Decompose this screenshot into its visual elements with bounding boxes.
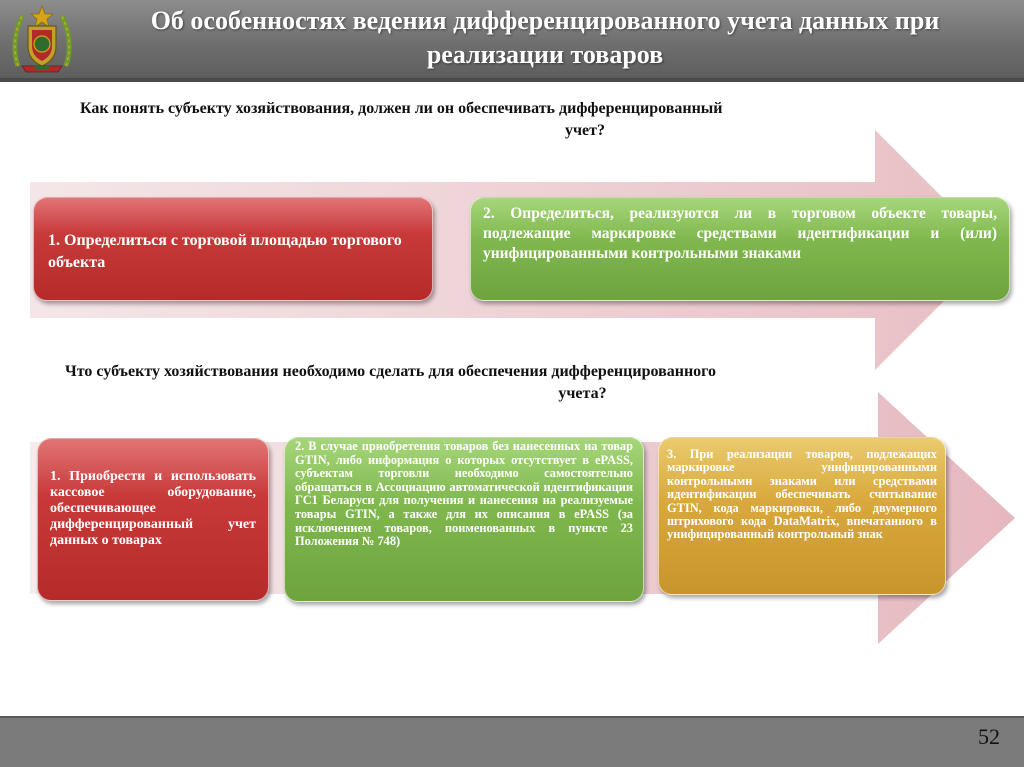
footer-divider xyxy=(0,716,1024,718)
footer-bar xyxy=(0,716,1024,767)
question-1 xyxy=(60,98,1010,142)
emblem-icon xyxy=(8,4,76,74)
step-box-1-1: 1. Определиться с торговой площадью торгового объекта xyxy=(33,197,433,301)
question-2 xyxy=(60,361,1010,405)
step-box-1-2: 2. Определиться, реализуются ли в торговом объекте товары, подлежащие маркировке средствами идентификации и (или) унифицированными контрольными знаками xyxy=(470,197,1010,301)
question-1-line-1: Как понять субъекту хозяйствования, должен ли он обеспечивать дифференцированный xyxy=(80,100,723,117)
header-divider xyxy=(0,78,1024,82)
page-number: 52 xyxy=(978,724,1000,749)
slide-title: Об особенностях ведения дифференцированного учета данных при реализации товаров xyxy=(150,6,940,69)
question-1-line-2: учет? xyxy=(565,122,605,139)
step-box-2-3: 3. При реализации товаров, подлежащих маркировке унифицированными контрольными знаками или средствами идентификации обеспечивать считывание GTIN, кода маркировки, либо двумерного штрихового кода DataMatrix, впечатанного в унифицированный контрольный знак xyxy=(658,437,946,595)
step-box-2-1: 1. Приобрести и использовать кассовое оборудование, обеспечивающее дифференцированный учет данных о товарах xyxy=(37,438,269,601)
question-2-line-1: Что субъекту хозяйствования необходимо сделать для обеспечения дифференцированного xyxy=(65,363,717,380)
question-2-line-2: учета? xyxy=(558,385,607,402)
step-box-2-2: 2. В случае приобретения товаров без нанесенных на товар GTIN, либо информация о которых отсутствует в ePASS, субъектам торговли необходимо самостоятельно обращаться в Ассоциацию автоматической идентификации ГС1 Беларуси для получения и нанесения на реализуемые товары GTIN, а также для их описания в ePASS (за исключением товаров, поименованных в пункте 23 Положения № 748) xyxy=(284,437,644,602)
